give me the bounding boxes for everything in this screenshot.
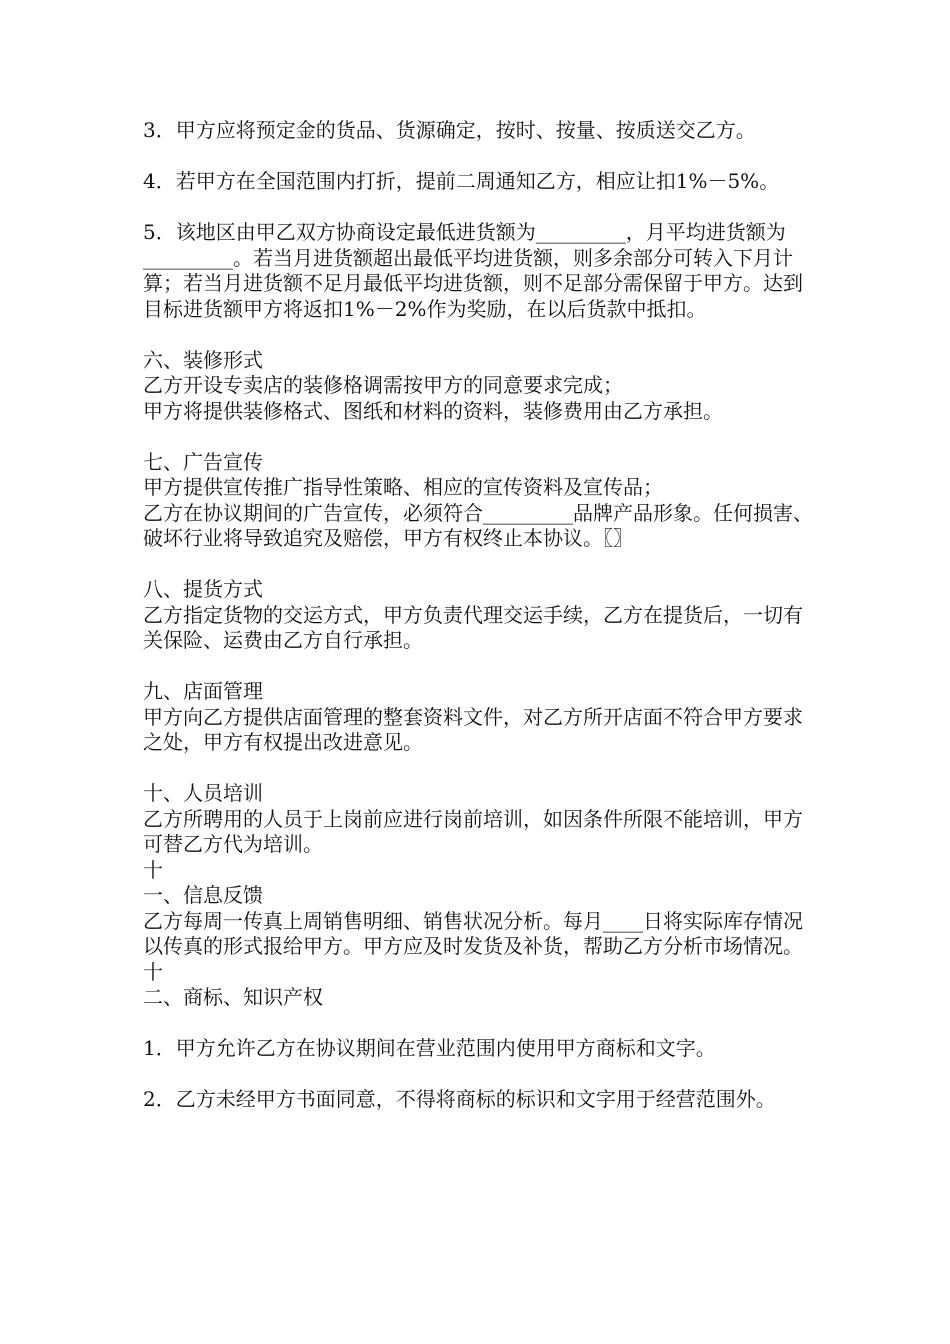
spacer xyxy=(143,756,813,782)
section-line: 甲方提供宣传推广指导性策略、相应的宣传资料及宣传品； xyxy=(143,475,663,499)
spacer xyxy=(143,654,813,680)
section-line: 乙方在协议期间的广告宣传，必须符合_________品牌产品形象。任何损害、破坏行业将导致追究及赔偿，甲方有权终止本协议。〖〗 xyxy=(143,500,813,550)
trademark-clause-2: 2．乙方未经甲方书面同意，不得将商标的标识和文字用于经营范围外。 xyxy=(143,1087,776,1111)
spacer xyxy=(143,552,813,578)
spacer xyxy=(143,144,813,170)
section-number-prefix: 十 xyxy=(143,959,163,984)
section-line: 乙方所聘用的人员于上岗前应进行岗前培训，如因条件所限不能培训，甲方可替乙方代为培训。 xyxy=(143,806,803,856)
document-page xyxy=(143,118,813,1113)
spacer xyxy=(143,424,813,450)
section-line: 甲方向乙方提供店面管理的整套资料文件，对乙方所开店面不符合甲方要求之处，甲方有权提出改进意见。 xyxy=(143,704,803,754)
clause-5: 5．该地区由甲乙双方协商设定最低进货额为_________，月平均进货额为_________。若当月进货额超出最低平均进货额，则多余部分可转入下月计算；若当月进货额不足月最低平均进货额，则不足部分需保留于甲方。达到目标进货额甲方将返扣1%－2%作为奖励，在以后货款中抵扣。 xyxy=(143,220,803,321)
section-line: 乙方每周一传真上周销售明细、销售状况分析。每月____日将实际库存情况以传真的形式报给甲方。甲方应及时发货及补货，帮助乙方分析市场情况。 xyxy=(143,908,803,958)
section-heading-feedback: 一、信息反馈 xyxy=(143,883,263,907)
clause-3: 3．甲方应将预定金的货品、货源确定，按时、按量、按质送交乙方。 xyxy=(143,118,756,142)
section-heading-decoration: 六、装修形式 xyxy=(143,347,263,372)
section-heading-trademark: 二、商标、知识产权 xyxy=(143,985,323,1009)
section-heading-advertising: 七、广告宣传 xyxy=(143,449,263,474)
clause-4: 4．若甲方在全国范围内打折，提前二周通知乙方，相应让扣1%－5%。 xyxy=(143,169,780,193)
spacer xyxy=(143,195,813,221)
trademark-clause-1: 1．甲方允许乙方在协议期间在营业范围内使用甲方商标和文字。 xyxy=(143,1036,716,1060)
spacer xyxy=(143,1011,813,1037)
section-heading-training: 十、人员培训 xyxy=(143,781,263,805)
spacer xyxy=(143,322,813,348)
section-line: 乙方指定货物的交运方式，甲方负责代理交运手续，乙方在提货后，一切有关保险、运费由乙方自行承担。 xyxy=(143,602,803,652)
section-line: 甲方将提供装修格式、图纸和材料的资料，装修费用由乙方承担。 xyxy=(143,398,723,423)
spacer xyxy=(143,1062,813,1088)
section-heading-pickup: 八、提货方式 xyxy=(143,577,263,601)
section-line: 乙方开设专卖店的装修格调需按甲方的同意要求完成； xyxy=(143,373,623,397)
section-number-prefix: 十 xyxy=(143,857,163,882)
section-heading-store-management: 九、店面管理 xyxy=(143,679,263,703)
